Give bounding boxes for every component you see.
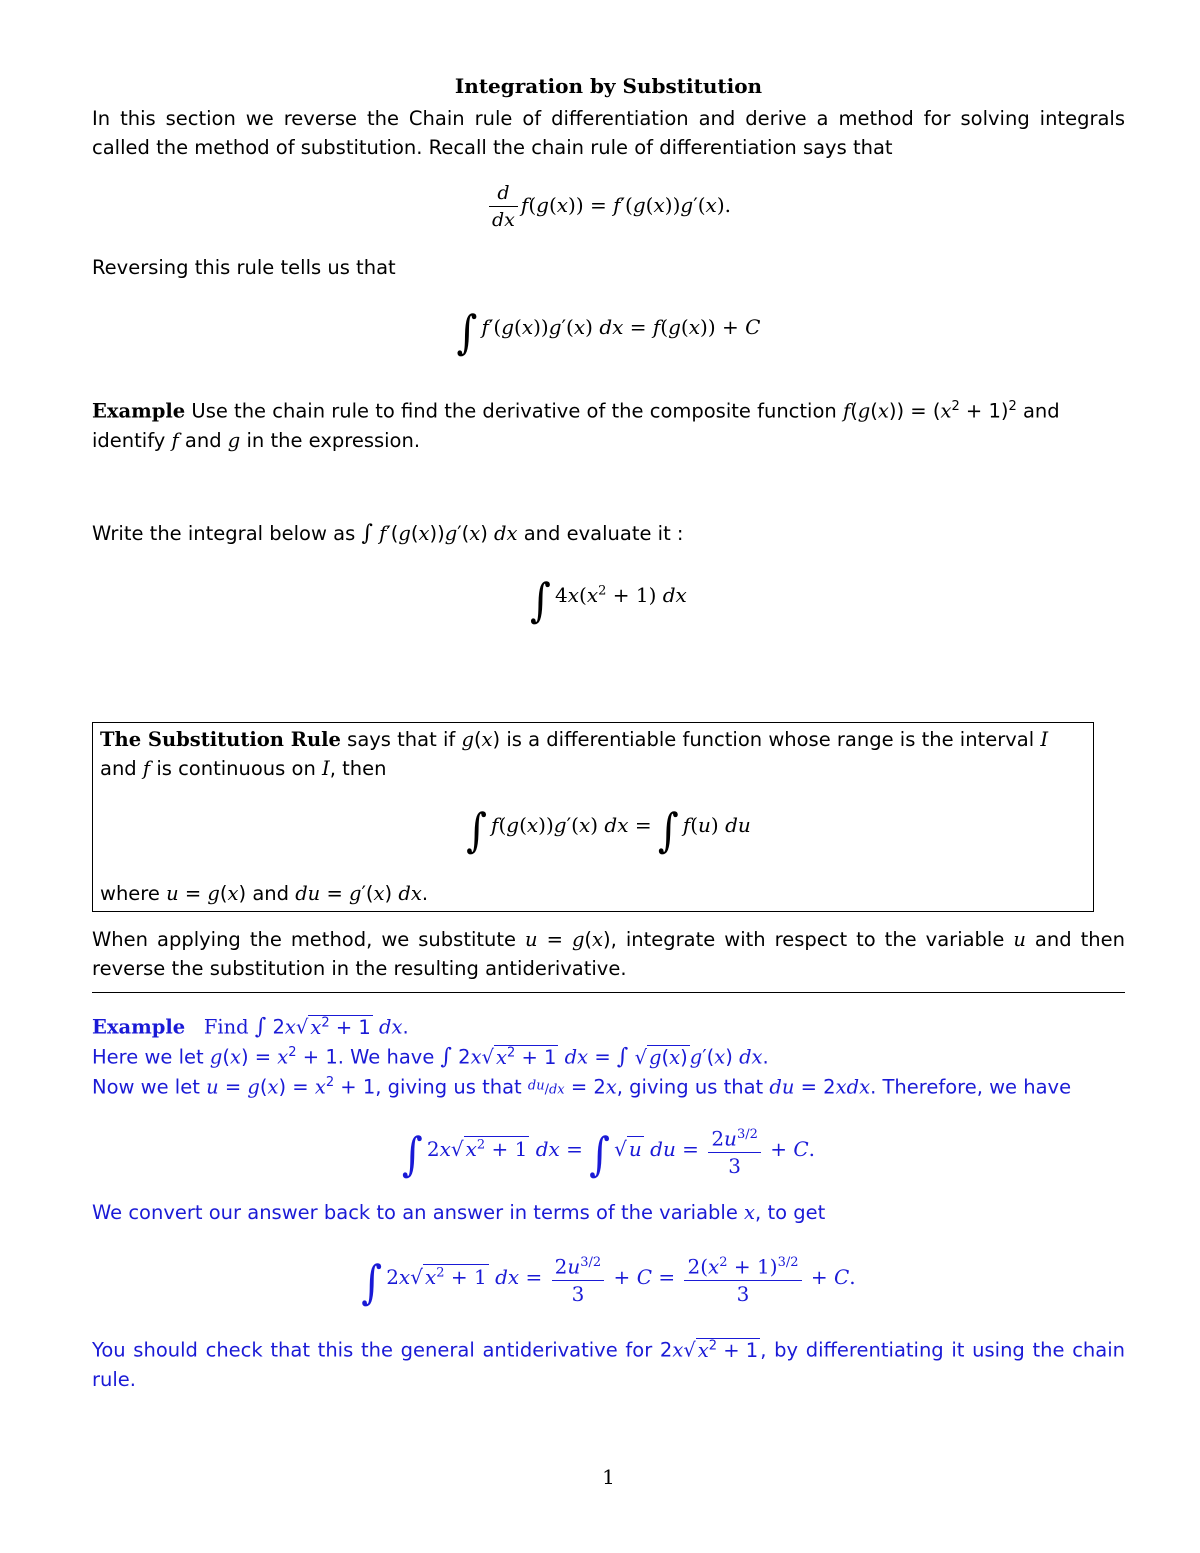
example2-here: Here we let $g(x) = x^2 + 1$. We have ∫ 2x√ $x^2 + 1$ dx = ∫ √ g(x) g′(x) dx. [92, 1044, 769, 1070]
document-page [92, 0, 1125, 1553]
page-number: 1 [602, 1465, 615, 1489]
example1-integral: ∫ $4x(x^2 + 1)$ dx [530, 574, 687, 628]
write-integral-text: Write the integral below as ∫ f′(g(x))g′(x) dx and evaluate it : [92, 521, 684, 546]
example2-now: Now we let $u = g(x) = x^2 + 1$, giving us that $^{du}$/dx = 2x, giving us that du = 2xdx. Therefore, we have [92, 1075, 1072, 1099]
page-title: Integration by Substitution [454, 74, 763, 98]
example2-label: Example [92, 1015, 186, 1039]
intro-paragraph: In this section we reverse the Chain rule of differentiation and derive a method for solving integrals called the method of substitution. Recall the chain rule of differentiation says that [92, 107, 1125, 159]
applying-paragraph: When applying the method, we substitute u = g(x), integrate with respect to the variable u and then reverse the substitution in the resulting antiderivative. [92, 928, 1125, 980]
example2-equation1: ∫ 2x√ $x^2 + 1$ dx = ∫ √ u du = $\frac{2u^{3/2}}{3}$ + C. [92, 1122, 1125, 1179]
substitution-rule-text: The Substitution Rule says that if g(x) is a differentiable function whose range is the interval I and f is continuous on I, then [100, 728, 1049, 780]
example2-check: You should check that this the general antiderivative for 2x√ $x^2 + 1$ , by differentiating it using the chain rule. [92, 1338, 1125, 1391]
example1-label: Example [92, 399, 186, 423]
substitution-rule-equation: ∫ f(g(x))g′(x) dx = ∫ f(u) du [466, 804, 751, 858]
substitution-rule-where: where u = g(x) and du = g′(x) dx. [100, 882, 429, 905]
reversed-integral-equation: ∫ f′(g(x))g′(x) dx = f(g(x)) + C [456, 306, 761, 360]
chain-rule-equation: $\frac{d}{dx}$ f(g(x)) = f′(g(x))g′(x). [92, 180, 1125, 233]
reversing-text: Reversing this rule tells us that [92, 256, 396, 279]
substitution-rule-label: The Substitution Rule [100, 728, 341, 751]
example2-convert: We convert our answer back to an answer in terms of the variable x, to get [92, 1201, 826, 1224]
example2-find: Example Find ∫ 2x√ $x^2 + 1$ dx. [92, 1014, 409, 1040]
example1-paragraph: Example Use the chain rule to find the derivative of the composite function $f(g(x)) = (x^2 + 1)^2$ and identify f and g in the expression. [92, 399, 1060, 452]
example2-equation2: ∫ 2x√ $x^2 + 1$ dx = $\frac{2u^{3/2}}{3}$ + C = $\frac{2(x^2 + 1)^{3/2}}{3}$ + C. [92, 1250, 1125, 1307]
horizontal-rule [92, 992, 1125, 993]
